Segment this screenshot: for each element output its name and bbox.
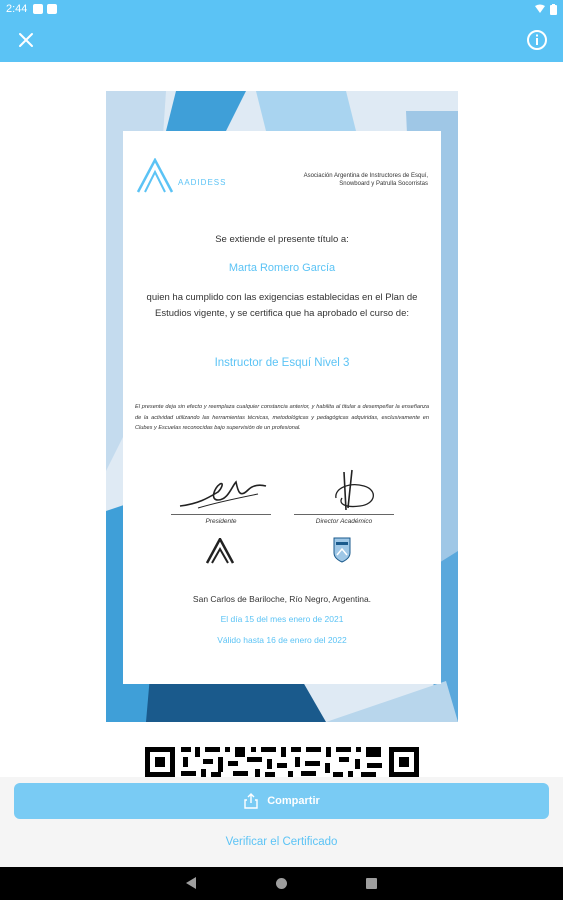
- certificate-intro: Se extiende el presente título a:: [215, 234, 349, 245]
- share-button[interactable]: [14, 783, 549, 819]
- director-signature: [330, 468, 384, 514]
- close-icon: [14, 28, 38, 52]
- president-signature: [178, 474, 270, 512]
- signature-line-right: [294, 514, 394, 515]
- share-button-label: Compartir: [267, 795, 320, 807]
- status-bar: [0, 0, 563, 18]
- signature-line-left: [171, 514, 271, 515]
- notification-icon: [47, 4, 57, 14]
- signature-label-president: Presidente: [205, 518, 237, 525]
- signature-label-director: Director Académico: [315, 518, 373, 525]
- issue-date: El día 15 del mes enero de 2021: [220, 614, 344, 624]
- back-icon[interactable]: [186, 877, 196, 889]
- recents-icon[interactable]: [366, 878, 377, 889]
- battery-icon: [550, 4, 557, 15]
- wifi-icon: [535, 4, 545, 14]
- association-emblem-icon: [206, 538, 234, 564]
- home-icon[interactable]: [276, 878, 287, 889]
- course-name: Instructor de Esquí Nivel 3: [214, 357, 350, 369]
- verify-certificate-link[interactable]: Verificar el Certificado: [225, 836, 338, 848]
- qr-code: [143, 745, 421, 777]
- status-time: 2:44: [6, 3, 28, 15]
- certificate-body: quien ha cumplido con las exigencias establecidas en el Plan de Estudios vigente, y se certifica que ha aprobado el curso de:: [146, 292, 418, 319]
- shield-emblem-icon: [333, 537, 351, 563]
- info-button[interactable]: [525, 28, 549, 52]
- logo-text: AADIDESS: [178, 177, 227, 187]
- logo-a-icon: [136, 158, 174, 194]
- association-logo: [136, 158, 226, 194]
- share-icon: [243, 793, 259, 809]
- valid-until: Válido hasta 16 de enero del 2022: [217, 635, 347, 645]
- close-button[interactable]: [14, 28, 38, 52]
- association-name: Asociación Argentina de Instructores de Esquí, Snowboard y Patrulla Socorristas: [303, 173, 428, 187]
- recipient-name: Marta Romero García: [228, 262, 336, 274]
- legal-text: El presente deja sin efecto y reemplaza cualquier constancia anterior, y habilita al titular a desempeñar la enseñanza de la actividad utilizando las herramientas técnicas, metodológicas y pedagógicas adquiridas, exclusivamente en Clubes y Escuelas reconocidas bajo supervisión de un profesional.: [135, 404, 429, 431]
- app-bar: [0, 18, 563, 62]
- issue-place: San Carlos de Bariloche, Río Negro, Argentina.: [192, 594, 372, 604]
- info-icon: [525, 28, 549, 52]
- notification-icon: [33, 4, 43, 14]
